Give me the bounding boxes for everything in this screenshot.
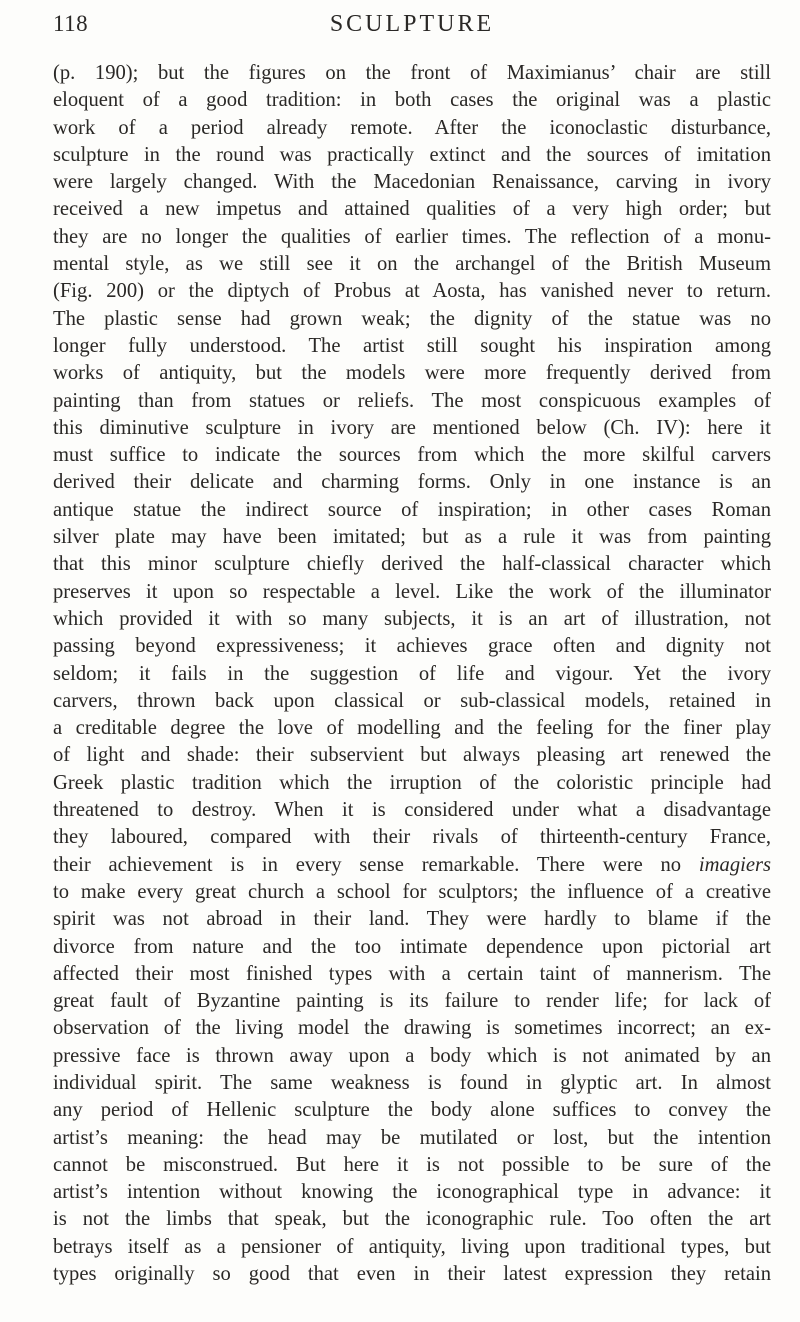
text-line: antique statue the indirect source of inspiration; in other cases Roman [53,498,771,521]
text-line: of light and shade: their subservient but always pleasing art renewed the [53,744,771,767]
text-line: which provided it with so many subjects, it is an art of illustration, not [53,607,771,630]
text-line: pressive face is thrown away upon a body which is not animated by an [53,1044,771,1067]
text-line: silver plate may have been imitated; but as a rule it was from painting [53,526,771,549]
text-line: affected their most finished types with a certain taint of mannerism. The [53,962,771,985]
text-line: seldom; it fails in the suggestion of life and vigour. Yet the ivory [53,662,771,685]
text-line: Greek plastic tradition which the irruption of the coloristic principle had [53,771,771,794]
text-line: spirit was not abroad in their land. They were hardly to blame if the [53,908,771,931]
text-line: to make every great church a school for sculptors; the influence of a creative [53,880,771,903]
running-title: SCULPTURE [329,11,495,37]
text-line: painting than from statues or reliefs. The most conspicuous examples of [53,389,771,412]
running-head [53,0,771,60]
text-line: (Fig. 200) or the diptych of Probus at Aosta, has vanished never to return. [53,280,771,303]
text-line: they laboured, compared with their rivals of thirteenth-century France, [53,826,771,849]
text-line: mental style, as we still see it on the archangel of the British Museum [53,253,771,276]
text-line: betrays itself as a pensioner of antiquity, living upon traditional types, but [53,1235,771,1258]
text-line: preserves it upon so respectable a level. Like the work of the illuminator [53,580,771,603]
text-line: longer fully understood. The artist still sought his inspiration among [53,334,771,357]
text-line: that this minor sculpture chiefly derived the half-classical character which [53,553,771,576]
text-line: great fault of Byzantine painting is its failure to render life; for lack of [53,990,771,1013]
text-line: they are no longer the qualities of earlier times. The reflection of a monu- [53,225,771,248]
text-line: received a new impetus and attained qualities of a very high order; but [53,198,771,221]
text-line: divorce from nature and the too intimate dependence upon pictorial art [53,935,771,958]
text-line: observation of the living model the drawing is sometimes incorrect; an ex- [53,1017,771,1040]
text-line: work of a period already remote. After the iconoclastic disturbance, [53,116,771,139]
text-line: individual spirit. The same weakness is found in glyptic art. In almost [53,1071,771,1094]
body-text [53,60,771,1288]
page-number: 118 [53,11,89,36]
text-line: artist’s meaning: the head may be mutilated or lost, but the intention [53,1126,771,1149]
text-line: this diminutive sculpture in ivory are mentioned below (Ch. IV): here it [53,416,771,439]
text-line: (p. 190); but the figures on the front of Maximianus’ chair are still [53,62,771,84]
text-line: were largely changed. With the Macedonian Renaissance, carving in ivory [53,171,771,194]
text-line: any period of Hellenic sculpture the body alone suffices to convey the [53,1099,771,1122]
text-line: passing beyond expressiveness; it achieves grace often and dignity not [53,635,771,658]
text-line: cannot be misconstrued. But here it is not possible to be sure of the [53,1153,771,1176]
text-line: a creditable degree the love of modelling and the feeling for the finer play [53,717,771,740]
text-line: must suffice to indicate the sources from which the more skilful carvers [53,444,771,467]
text-line: sculpture in the round was practically extinct and the sources of imitation [53,143,771,166]
text-line: is not the limbs that speak, but the iconographic rule. Too often the art [53,1208,771,1231]
text-line: their achievement is in every sense remarkable. There were no imagiers [53,853,771,876]
book-page [53,0,771,1322]
text-line: eloquent of a good tradition: in both cases the original was a plastic [53,89,771,112]
text-line: carvers, thrown back upon classical or sub-classical models, retained in [53,689,771,712]
text-line: artist’s intention without knowing the iconographical type in advance: it [53,1181,771,1204]
text-line: The plastic sense had grown weak; the dignity of the statue was no [53,307,771,330]
text-line: threatened to destroy. When it is considered under what a disadvantage [53,799,771,822]
text-line: derived their delicate and charming forms. Only in one instance is an [53,471,771,494]
text-line: works of antiquity, but the models were more frequently derived from [53,362,771,385]
text-line: types originally so good that even in their latest expression they retain [53,1263,771,1286]
